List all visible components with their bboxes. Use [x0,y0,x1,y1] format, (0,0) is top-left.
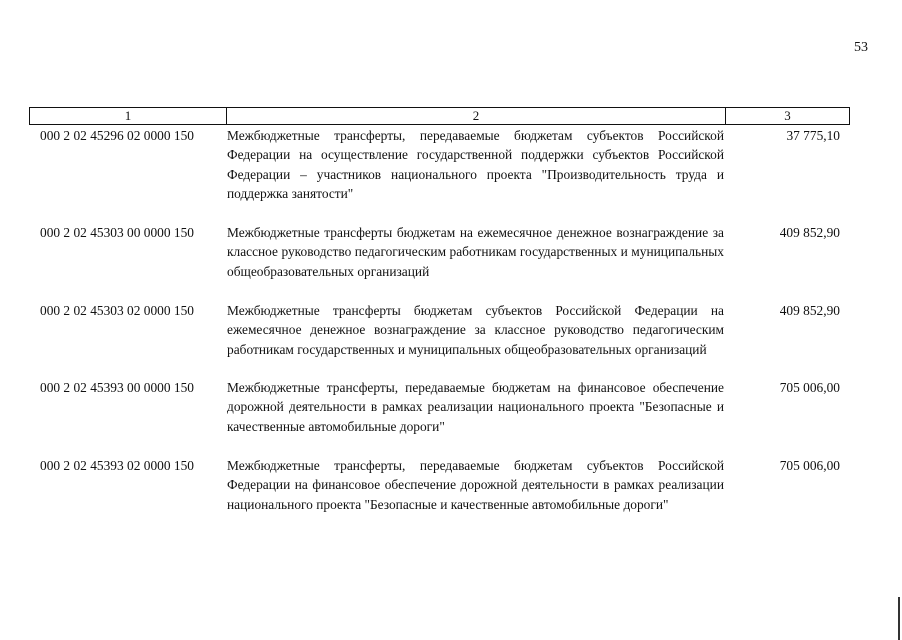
row-amount: 37 775,10 [786,128,840,143]
table-row [40,126,850,223]
row-description: Межбюджетные трансферты, передаваемые бюджетам на финансовое обеспечение дорожной деятельности в рамках реализации национального проекта "Безопасные и качественные автомобильные дороги" [227,380,724,434]
row-description: Межбюджетные трансферты бюджетам субъектов Российской Федерации на ежемесячное денежное вознаграждение за классное руководство педагогическим работникам государственных и муниципальных общеобразовательных организаций [227,303,724,357]
row-description: Межбюджетные трансферты, передаваемые бюджетам субъектов Российской Федерации на финансовое обеспечение дорожной деятельности в рамках реализации национального проекта "Безопасные и качественные автомобильные дороги" [227,458,724,512]
row-amount: 705 006,00 [779,380,840,395]
row-amount: 409 852,90 [779,303,840,318]
scan-edge-mark [898,597,900,640]
column-header-3: 3 [784,108,791,123]
row-amount: 705 006,00 [779,458,840,473]
column-header-2: 2 [227,108,726,124]
table-body [40,126,850,536]
row-description: Межбюджетные трансферты, передаваемые бюджетам субъектов Российской Федерации на осуществление государственной поддержки субъектов Российской Федерации – участников национального проекта "Производительность труда и поддержка занятости" [227,128,724,201]
page-number: 53 [854,40,868,55]
row-code: 000 2 02 45393 02 0000 150 [40,458,194,473]
row-code: 000 2 02 45393 00 0000 150 [40,380,194,395]
row-description: Межбюджетные трансферты бюджетам на ежемесячное денежное вознаграждение за классное руководство педагогическим работникам государственных и муниципальных общеобразовательных организаций [227,225,724,279]
row-amount: 409 852,90 [779,225,840,240]
column-header-1: 1 [30,108,227,124]
table-row [40,301,850,378]
table-header [29,107,850,125]
row-code: 000 2 02 45296 02 0000 150 [40,128,194,143]
table-row [40,223,850,301]
table-row [40,456,850,536]
table-row [40,378,850,456]
row-code: 000 2 02 45303 02 0000 150 [40,303,194,318]
row-code: 000 2 02 45303 00 0000 150 [40,225,194,240]
